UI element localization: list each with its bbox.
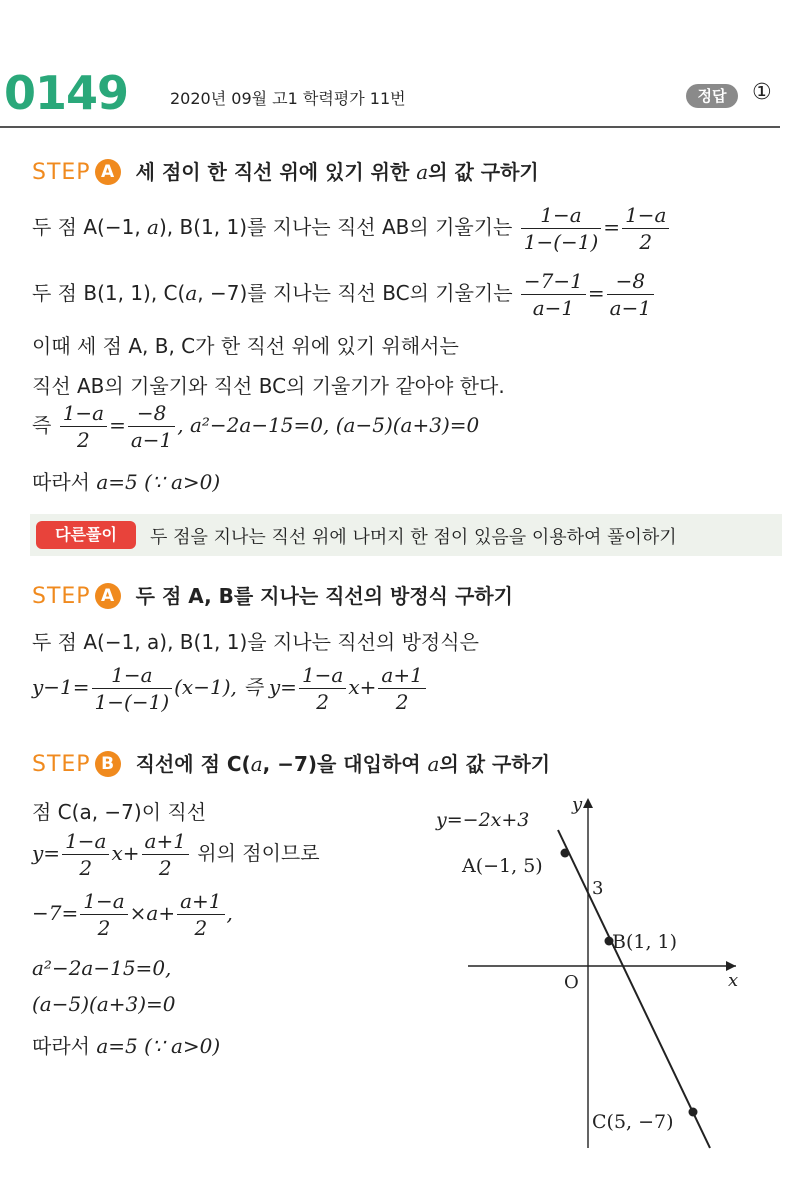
- fraction-numerator: −8: [607, 268, 654, 295]
- equation-text: y=: [32, 841, 61, 865]
- step-word: STEP: [32, 160, 91, 185]
- alt-solution-text: 두 점을 지나는 직선 위에 나머지 한 점이 있음을 이용하여 풀이하기: [150, 527, 677, 548]
- fraction: [92, 662, 173, 715]
- step1-line6: [32, 466, 220, 495]
- equation-text: ,: [226, 901, 233, 925]
- fraction-denominator: 2: [97, 916, 111, 940]
- fraction-numerator: 1−a: [60, 400, 107, 427]
- step1-title-var: a: [416, 160, 429, 184]
- step3-line6: [32, 1030, 220, 1059]
- fraction: [62, 828, 109, 881]
- equation-text: , a²−2a−15=0, (a−5)(a+3)=0: [177, 413, 480, 437]
- fraction-numerator: 1−a: [521, 202, 602, 229]
- step3-title-var2: a: [427, 752, 440, 776]
- fraction-numerator: 1−a: [62, 828, 109, 855]
- fraction-denominator: 2: [395, 690, 409, 714]
- fraction: [521, 268, 586, 321]
- fraction-numerator: −7−1: [521, 268, 586, 295]
- point-a: [561, 849, 570, 858]
- fraction: [142, 828, 189, 881]
- step2-heading: [32, 580, 513, 609]
- step1-heading: [32, 156, 539, 185]
- x-axis-label: x: [728, 970, 739, 991]
- equals-sign: =: [603, 215, 621, 239]
- line-text: , −7)를 지나는 직선 BC의 기울기는: [197, 281, 513, 305]
- fraction: [299, 662, 346, 715]
- fraction: [60, 400, 107, 453]
- step-word: STEP: [32, 752, 91, 777]
- line-var: a: [147, 215, 159, 239]
- fraction-denominator: 2: [639, 230, 653, 254]
- step-badge: A: [95, 159, 121, 185]
- step3-line2: [32, 828, 320, 881]
- fraction-numerator: 1−a: [92, 662, 173, 689]
- fraction-numerator: a+1: [378, 662, 425, 689]
- conclusion-math: a=5 (∵ a>0): [96, 470, 221, 494]
- fraction-denominator: 2: [158, 856, 172, 880]
- line-text: 따라서: [32, 470, 97, 494]
- line-graph: [420, 786, 780, 1156]
- alt-solution-label: 다른풀이: [36, 521, 136, 549]
- fraction-denominator: 2: [77, 428, 90, 452]
- step1-line2: [32, 268, 656, 321]
- step1-line5: [32, 400, 479, 453]
- equation-text: x+: [111, 841, 140, 865]
- fraction-denominator: a−1: [532, 296, 575, 320]
- line-text: ), B(1, 1)를 지나는 직선 AB의 기울기는: [158, 215, 513, 239]
- fraction-numerator: −8: [128, 400, 175, 427]
- line-text: 따라서: [32, 1034, 97, 1058]
- problem-number: 0149: [4, 66, 129, 120]
- fraction-numerator: 1−a: [622, 202, 669, 229]
- step-badge: B: [95, 751, 121, 777]
- step3-line1: 점 C(a, −7)이 직선: [32, 800, 207, 824]
- step3-title: [136, 752, 550, 776]
- problem-source: 2020년 09월 고1 학력평가 11번: [170, 89, 406, 108]
- conclusion-math: a=5 (∵ a>0): [96, 1034, 221, 1058]
- equation-text: x+: [348, 675, 377, 699]
- step3-line5: (a−5)(a+3)=0: [32, 992, 176, 1016]
- fraction-numerator: 1−a: [299, 662, 346, 689]
- line-text: 두 점 B(1, 1), C(: [32, 281, 186, 305]
- step2-line2: [32, 662, 428, 715]
- fraction-denominator: a−1: [130, 428, 173, 452]
- answer-value: ①: [752, 80, 772, 105]
- origin-label: O: [564, 972, 579, 993]
- step3-title-post: 의 값 구하기: [439, 752, 551, 776]
- point-a-label: A(−1, 5): [462, 855, 543, 877]
- fraction: [128, 400, 175, 453]
- equals-sign: =: [109, 413, 126, 437]
- answer-badge: 정답: [686, 84, 738, 108]
- step1-title-post: 의 값 구하기: [428, 160, 539, 184]
- step1-title-pre: 세 점이 한 직선 위에 있기 위한: [135, 160, 417, 184]
- step1-title: [136, 160, 539, 184]
- fraction-numerator: a+1: [142, 828, 189, 855]
- fraction-denominator: 1−(−1): [523, 230, 599, 254]
- fraction-numerator: 1−a: [80, 888, 127, 915]
- line-text: 위의 점이므로: [190, 841, 320, 865]
- step3-heading: [32, 748, 550, 777]
- step1-line4: 직선 AB의 기울기와 직선 BC의 기울기가 같아야 한다.: [32, 374, 505, 398]
- step3-line4: a²−2a−15=0,: [32, 956, 172, 980]
- line-equation-label: y=−2x+3: [436, 809, 530, 831]
- graph-line: [558, 830, 710, 1148]
- equation-text: −7=: [32, 901, 79, 925]
- fraction-denominator: 2: [79, 856, 93, 880]
- y-intercept-label: 3: [592, 878, 604, 899]
- fraction-denominator: 2: [316, 690, 330, 714]
- step3-title-pre: 직선에 점 C(: [135, 752, 251, 776]
- fraction: [622, 202, 669, 255]
- fraction: [80, 888, 127, 941]
- line-text: 즉: [32, 413, 52, 437]
- point-b-label: B(1, 1): [612, 931, 678, 953]
- step-word: STEP: [32, 584, 91, 609]
- equation-text: (x−1), 즉 y=: [174, 675, 297, 699]
- fraction-denominator: 2: [194, 916, 208, 940]
- y-axis-label: y: [572, 794, 583, 815]
- y-axis-arrow-icon: [583, 798, 593, 808]
- fraction: [378, 662, 425, 715]
- equation-text: ×a+: [129, 901, 176, 925]
- step1-line1: [32, 202, 671, 255]
- fraction: [177, 888, 224, 941]
- equation-text: y−1=: [32, 675, 90, 699]
- fraction-numerator: a+1: [177, 888, 224, 915]
- step3-title-var: a: [250, 752, 263, 776]
- fraction-denominator: 1−(−1): [94, 690, 170, 714]
- step1-line3: 이때 세 점 A, B, C가 한 직선 위에 있기 위해서는: [32, 334, 459, 358]
- header-divider: [0, 126, 780, 128]
- step3-title-mid: , −7)을 대입하여: [262, 752, 428, 776]
- step3-line3: [32, 888, 233, 941]
- step2-title: 두 점 A, B를 지나는 직선의 방정식 구하기: [135, 584, 513, 608]
- fraction-denominator: a−1: [609, 296, 652, 320]
- line-var: a: [185, 281, 198, 305]
- point-c-label: C(5, −7): [592, 1111, 674, 1133]
- point-c: [689, 1108, 698, 1117]
- equals-sign: =: [587, 281, 605, 305]
- step2-line1: 두 점 A(−1, a), B(1, 1)을 지나는 직선의 방정식은: [32, 630, 479, 654]
- line-text: 두 점 A(−1,: [32, 215, 148, 239]
- step-badge: A: [95, 583, 121, 609]
- fraction: [607, 268, 654, 321]
- fraction: [521, 202, 602, 255]
